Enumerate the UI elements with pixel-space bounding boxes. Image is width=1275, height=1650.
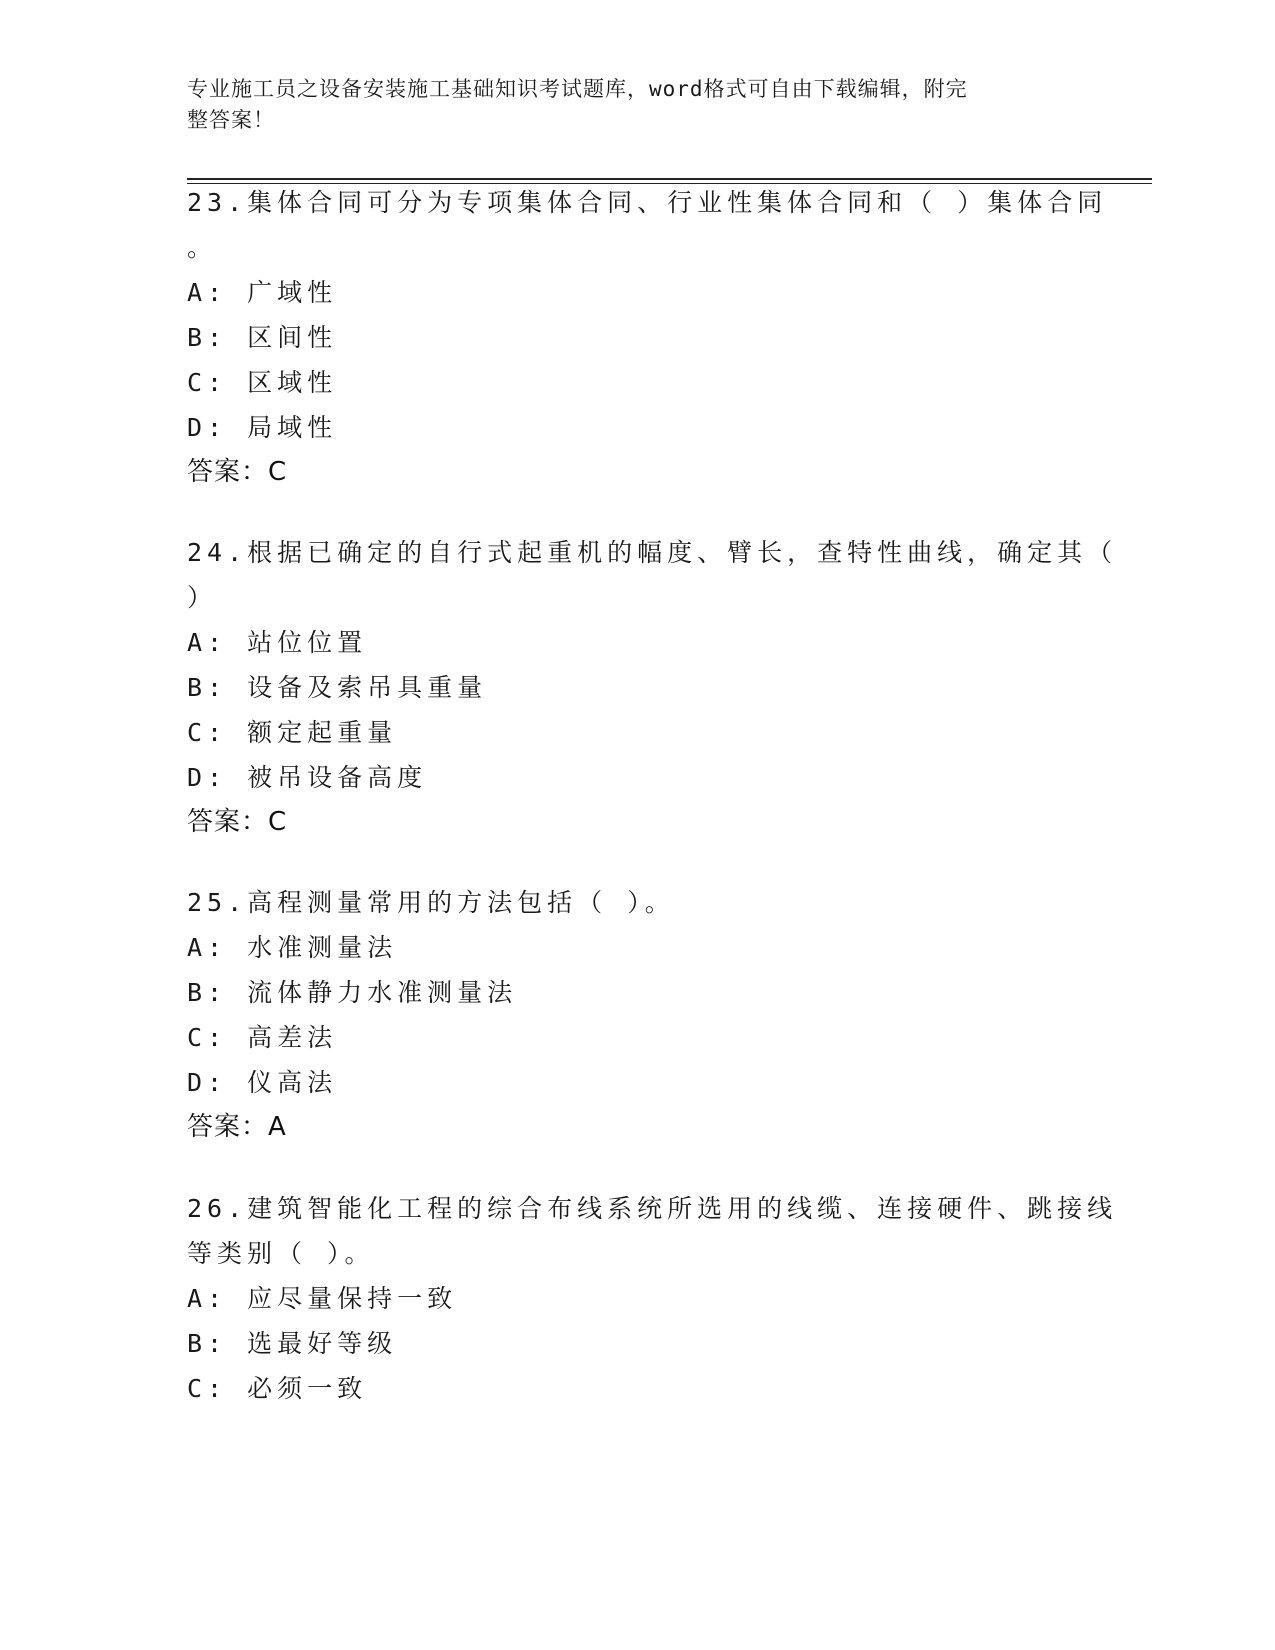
option-c: C: 必须一致	[187, 1374, 368, 1403]
option-a: A: 水准测量法	[187, 933, 398, 962]
option-b: B: 区间性	[187, 323, 338, 352]
answer-line: 答案：C	[187, 807, 288, 837]
answer-line: 答案：C	[187, 457, 288, 487]
option-a: A: 站位位置	[187, 628, 368, 657]
option-b: B: 设备及索吊具重量	[187, 673, 488, 702]
question-stem: 24.根据已确定的自行式起重机的幅度、臂长，查特性曲线，确定其（	[187, 538, 1118, 567]
question-24	[187, 530, 1118, 845]
option-b: B: 选最好等级	[187, 1329, 398, 1358]
question-23	[187, 180, 1108, 495]
answer-line: 答案：A	[187, 1112, 287, 1142]
document-header	[187, 74, 1067, 136]
question-stem-continued: 等类别（ ）。	[187, 1239, 375, 1268]
question-stem: 25.高程测量常用的方法包括（ ）。	[187, 888, 675, 917]
option-a: A: 广域性	[187, 278, 338, 307]
option-c: C: 高差法	[187, 1023, 338, 1052]
option-d: D: 仪高法	[187, 1068, 338, 1097]
question-stem-continued: ）	[187, 583, 218, 612]
question-26	[187, 1186, 1118, 1411]
option-d: D: 被吊设备高度	[187, 763, 428, 792]
question-25	[187, 880, 1067, 1150]
option-c: C: 额定起重量	[187, 718, 398, 747]
question-stem: 23.集体合同可分为专项集体合同、行业性集体合同和（ ）集体合同	[187, 188, 1108, 217]
option-d: D: 局域性	[187, 413, 338, 442]
question-stem: 26.建筑智能化工程的综合布线系统所选用的线缆、连接硬件、跳接线	[187, 1194, 1118, 1223]
header-line-2: 整答案！	[187, 108, 275, 132]
question-stem-continued: 。	[187, 233, 218, 262]
option-c: C: 区域性	[187, 368, 338, 397]
option-b: B: 流体静力水准测量法	[187, 978, 518, 1007]
header-line-1: 专业施工员之设备安装施工基础知识考试题库，word格式可自由下载编辑，附完	[187, 77, 968, 101]
option-a: A: 应尽量保持一致	[187, 1284, 458, 1313]
